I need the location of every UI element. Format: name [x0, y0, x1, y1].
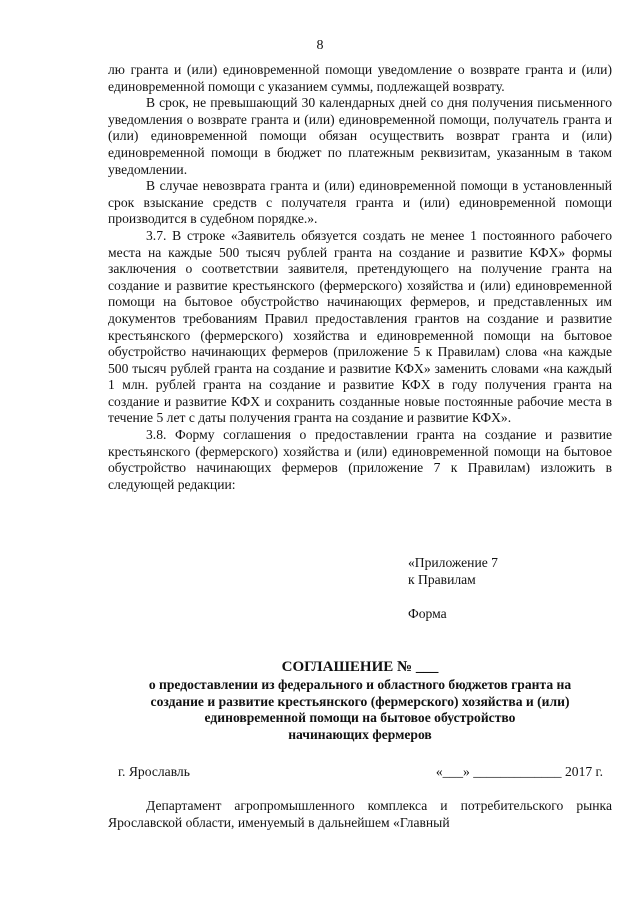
appendix-block: [408, 555, 608, 623]
paragraph-3-7: 3.7. В строке «Заявитель обязуется создать не менее 1 постоянного рабочего места на каждые 500 тысяч рублей гранта на создание и развитие КФХ» формы заключения о соответствии заявителя, претендующего на получение гранта на создание и развитие крестьянского (фермерского) хозяйства и (или) единовременной помощи на бытовое обустройство начинающих фермеров, и представленных им документов требованиям Правил предоставления грантов на создание и развитие крестьянского (фермерского) хозяйства и единовременной помощи на бытовое обустройство начинающих фермеров (приложение 5 к Правилам) слова «на каждые 500 тысяч рублей гранта на создание и развитие КФХ» заменить словами «на каждый 1 млн. рублей гранта на создание и развитие КФХ в году получения гранта на создание и развитие КФХ и сохранить созданные новые постоянные рабочие места в течение 5 лет с даты получения гранта на создание и развитие КФХ».: [108, 227, 612, 426]
paragraph-department: Департамент агропромышленного комплекса и потребительского рынка Ярославской области, именуемый в дальнейшем «Главный: [108, 798, 612, 830]
document-body: [108, 62, 612, 493]
agreement-subtitle-line: начинающих фермеров: [288, 726, 432, 742]
page-number: 8: [316, 38, 324, 53]
agreement-subtitle-line: создание и развитие крестьянского (фермерского) хозяйства и (или): [150, 693, 570, 709]
agreement-heading: [108, 658, 612, 743]
place-city: г. Ярославль: [118, 764, 190, 779]
form-label: Форма: [408, 606, 447, 621]
agreement-subtitle-line: единовременной помощи на бытовое обустройство: [204, 710, 516, 726]
agreement-subtitle-line: о предоставлении из федерального и областного бюджетов гранта на: [148, 677, 572, 692]
agreement-date: «___» _____________ 2017 г.: [435, 764, 603, 779]
paragraph-3-8: 3.8. Форму соглашения о предоставлении гранта на создание и развитие крестьянского (фермерского) хозяйства и (или) единовременной помощи на бытовое обустройство начинающих фермеров (приложение 7 к Правилам) изложить в следующей редакции:: [108, 427, 612, 492]
paragraph-return-deadline: В срок, не превышающий 30 календарных дней со дня получения письменного уведомления о возврате гранта и (или) единовременной помощи, получатель гранта и (или) единовременной помощи обязан осуществить возврат гранта и (или) единовременной помощи в бюджет по платежным реквизитам, указанным в таком уведомлении.: [108, 95, 612, 177]
paragraph-non-return: В случае невозврата гранта и (или) единовременной помощи в установленный срок взыскание средств с получателя гранта и (или) единовременной помощи производится в судебном порядке.».: [108, 178, 612, 227]
appendix-line-1: «Приложение 7: [408, 555, 498, 570]
appendix-line-2: к Правилам: [408, 572, 476, 587]
agreement-title: СОГЛАШЕНИЕ № ___: [281, 659, 439, 675]
paragraph-continuation: лю гранта и (или) единовременной помощи уведомление о возврате гранта и (или) единовременной помощи с указанием суммы, подлежащей возврату.: [108, 62, 612, 94]
